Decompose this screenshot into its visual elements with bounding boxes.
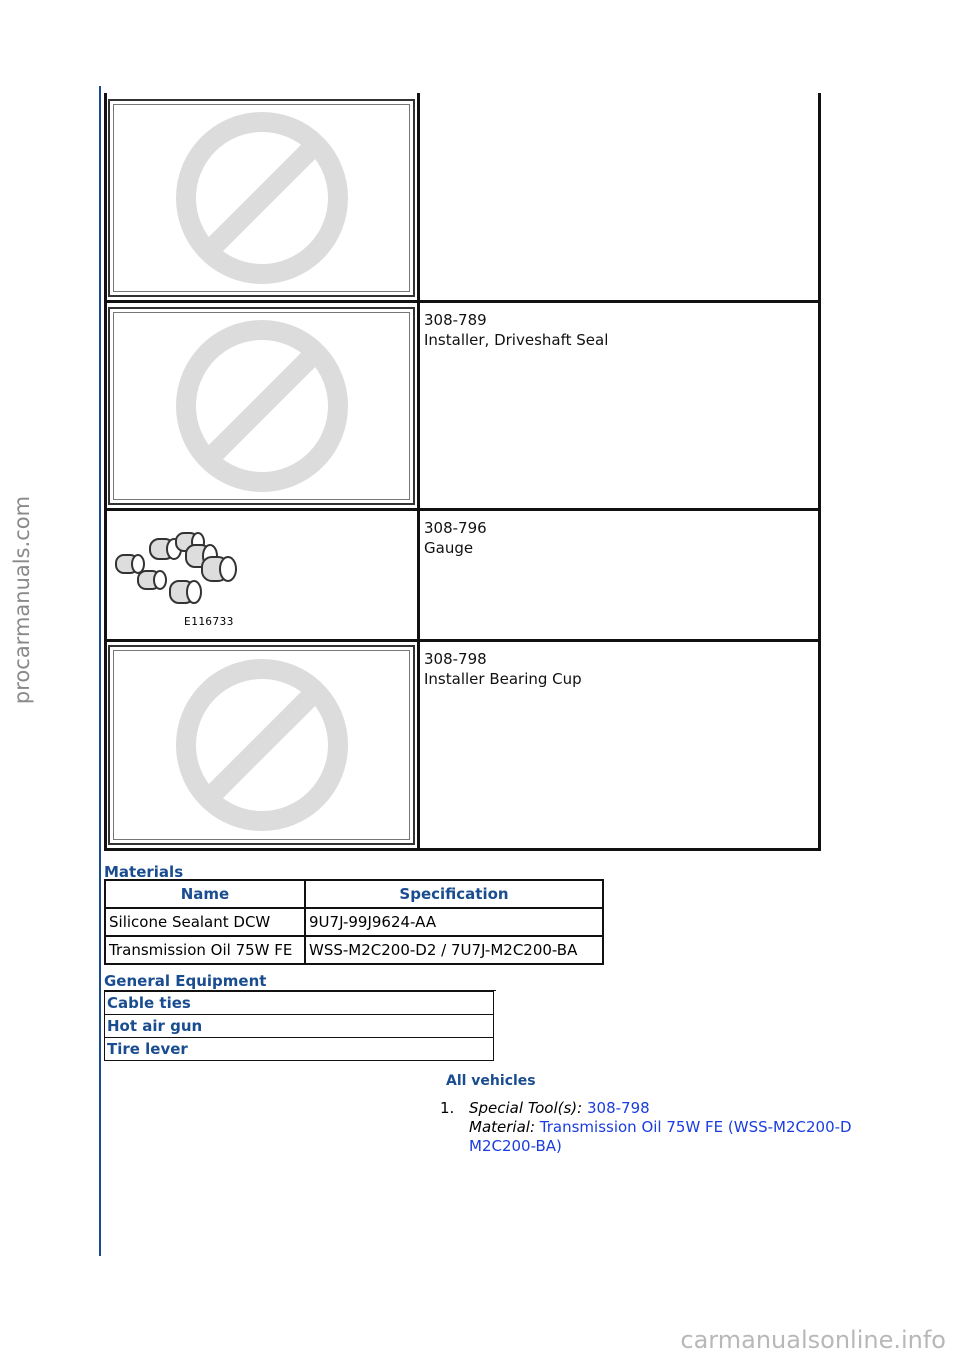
- special-tools-table: [104, 93, 821, 851]
- column-header-name: Name: [105, 880, 305, 908]
- row-divider: [104, 848, 821, 851]
- special-tool-link[interactable]: 308-798: [587, 1099, 650, 1117]
- material-link[interactable]: Transmission Oil 75W FE (WSS-M2C200-D: [539, 1118, 852, 1136]
- tool-image-frame: [108, 307, 415, 505]
- table-left-border: [104, 93, 107, 851]
- list-item: Tire lever: [104, 1037, 494, 1061]
- step-tool-line: [469, 1098, 650, 1118]
- column-header-specification: Specification: [305, 880, 603, 908]
- material-specification: WSS-M2C200-D2 / 7U7J-M2C200-BA: [305, 936, 603, 964]
- material-name: Silicone Sealant DCW: [105, 908, 305, 936]
- tool-description: [424, 649, 582, 689]
- tool-name: Installer Bearing Cup: [424, 670, 582, 688]
- row-divider: [104, 300, 821, 303]
- page-margin-line: [99, 86, 101, 1256]
- tool-description: [424, 310, 608, 350]
- material-specification: 9U7J-99J9624-AA: [305, 908, 603, 936]
- general-equipment-heading: General Equipment: [104, 972, 267, 990]
- material-label: Material:: [469, 1118, 535, 1136]
- tool-number: 308-789: [424, 311, 487, 329]
- material-link-continued[interactable]: M2C200-BA): [469, 1137, 562, 1155]
- tool-name: Gauge: [424, 539, 474, 557]
- step-material-line: [469, 1117, 873, 1137]
- list-item: Hot air gun: [104, 1014, 494, 1038]
- materials-heading: Materials: [104, 863, 184, 881]
- procedure-heading: All vehicles: [446, 1073, 536, 1089]
- tool-image-frame: [108, 645, 415, 845]
- tool-image-frame: [108, 99, 415, 297]
- table-header-row: [105, 880, 603, 908]
- row-divider: [104, 639, 821, 642]
- materials-table: [104, 879, 604, 965]
- table-row: [105, 908, 603, 936]
- table-row: [105, 936, 603, 964]
- bottom-watermark: carmanualsonline.info: [680, 1326, 946, 1354]
- gauge-set-photo: [108, 513, 415, 635]
- material-name: Transmission Oil 75W FE: [105, 936, 305, 964]
- photo-caption: E116733: [184, 615, 234, 628]
- special-tool-label: Special Tool(s):: [469, 1099, 583, 1117]
- tool-name: Installer, Driveshaft Seal: [424, 331, 609, 349]
- list-item: Cable ties: [104, 991, 494, 1015]
- tool-number: 308-796: [424, 519, 487, 537]
- tool-number: 308-798: [424, 650, 487, 668]
- step-number: 1.: [440, 1099, 455, 1117]
- table-column-divider: [417, 93, 420, 851]
- tool-description: [424, 518, 487, 558]
- table-right-border: [818, 93, 821, 851]
- side-watermark: [2, 400, 42, 800]
- side-watermark-text: procarmanuals.com: [10, 495, 34, 705]
- row-divider: [104, 508, 821, 511]
